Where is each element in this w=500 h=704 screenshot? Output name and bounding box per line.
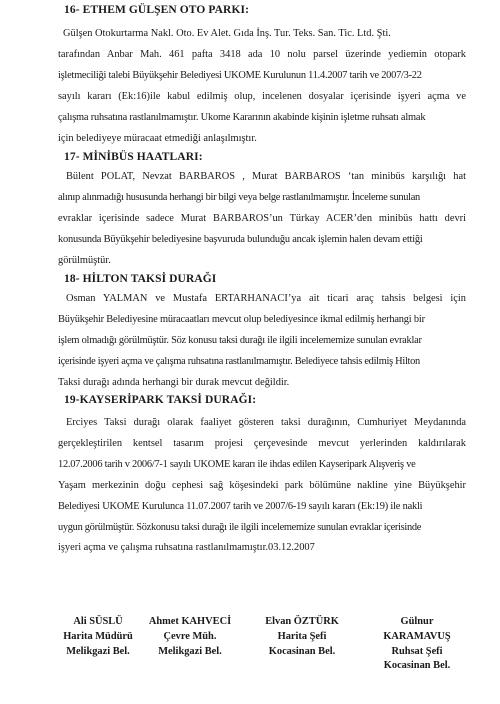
section-19-line: uygun görülmüştür. Sözkonusu taksi durağı ile ilgili incelememize sunulan evraklar içerisinde — [58, 521, 422, 533]
section-16-body — [58, 24, 466, 149]
section-17-line: alınıp alınmadığı hususunda herhangi bir bilgi veya belge rastlanılmamıştır. İnceleme sunulan — [58, 191, 420, 203]
section-19-line: Erciyes Taksi durağı olarak faaliyet gösteren taksi durağının, Cumhuriyet Meydanında — [66, 417, 466, 428]
section-19-line: gerçekleştirilen kentsel tasarım projesi çerçevesinde mevcut yerlerinden kaldırılarak — [58, 437, 466, 449]
signatory-title: Harita Şefi — [277, 630, 327, 642]
signatory-title: Ruhsat Şefi — [391, 645, 443, 657]
section-18-body — [58, 289, 466, 394]
signatory-org: Kocasinan Bel. — [383, 660, 451, 672]
section-18-line: içerisinde işyeri açma ve çalışma ruhsatına rastlanılmamıştır. Belediyece tahsis edilmiş Hilton — [58, 355, 420, 367]
section-16-title: 16- ETHEM GÜLŞEN OTO PARKI: — [64, 4, 250, 16]
signatory-name: KARAMAVUŞ — [383, 630, 451, 642]
section-16-line: Gülşen Otokurtarma Nakl. Oto. Ev Alet. Gıda İnş. Tur. Teks. San. Tic. Ltd. Şti. — [63, 28, 391, 39]
signatory-name: Ali SÜSLÜ — [73, 616, 123, 627]
section-16-line: sayılı kararı (Ek:16)ile kabul edilmiş olup, incelenen dosyalar içerisinde işyeri açma ve — [58, 90, 466, 102]
section-17-line: evraklar içerisinde sadece Murat BARBAROS’un Türkay ACER’den minibüs hattı devri — [58, 212, 466, 224]
section-19-line: Belediyesi UKOME Kurulunca 11.07.2007 tarih ve 2007/6-19 sayılı kararı (Ek:19) ile nakli — [58, 500, 423, 512]
signatory-title: Çevre Müh. — [163, 630, 217, 642]
section-17-title: 17- MİNİBÜS HAATLARI: — [64, 151, 203, 163]
section-19-line: 12.07.2006 tarih v 2006/7-1 sayılı UKOME kararı ile ihdas edilen Kayseripark Alışveriş ve — [58, 458, 416, 470]
section-18-line: işlem olmadığı görülmüştür. Söz konusu taksi durağı ile ilgili incelememize sunulan evraklar — [58, 334, 422, 346]
section-19-title: 19-KAYSERİPARK TAKSİ DURAĞI: — [64, 394, 257, 406]
signature-block — [140, 615, 240, 659]
section-19-line: işyeri açma ve çalışma ruhsatına rastlanılmamıştır.03.12.2007 — [58, 542, 315, 554]
section-18-line: Taksi durağı adında herhangi bir durak mevcut değildir. — [58, 376, 290, 388]
section-19-line: Yaşam merkezinin doğu cephesi sağ köşesindeki park bölümüne nakline yine Büyükşehir — [58, 479, 466, 491]
section-18-line: Osman YALMAN ve Mustafa ERTARHANACI’ya ait ticari araç tahsis belgesi için — [66, 293, 466, 304]
signatory-org: Melikgazi Bel. — [158, 645, 222, 657]
section-16-line: tarafından Anbar Mah. 461 pafta 3418 ada 10 nolu parsel üzerinde yediemin otopark — [58, 48, 466, 60]
section-16-line: için belediyeye müracaat etmediği anlaşılmıştır. — [58, 132, 257, 144]
signatory-name: Ahmet KAHVECİ — [148, 616, 232, 627]
signatory-title: Harita Müdürü — [63, 630, 133, 642]
signatory-org: Melikgazi Bel. — [66, 645, 130, 657]
section-16-line: çalışma ruhsatına rastlanılmamıştır. Ukome Kararının akabinde kişinin işletme ruhsatı almak — [58, 111, 426, 123]
section-17-body — [58, 167, 466, 272]
signature-block — [48, 615, 148, 659]
section-17-line: Bülent POLAT, Nevzat BARBAROS , Murat BARBAROS ‘tan minibüs karşılığı hat — [66, 171, 466, 182]
section-17-line: konusunda Büyükşehir belediyesine başvuruda bulunduğu ancak işlemin halen devam ettiği — [58, 233, 423, 245]
signature-block — [362, 615, 472, 674]
section-16-line: işletmeciliği talebi Büyükşehir Belediyesi UKOME Kurulunun 11.4.2007 tarih ve 2007/3-22 — [58, 69, 422, 81]
signatory-org: Kocasinan Bel. — [268, 645, 336, 657]
signature-block — [252, 615, 352, 659]
section-17-line: görülmüştür. — [58, 254, 111, 266]
signatory-name: Gülnur — [400, 616, 434, 627]
section-18-line: Büyükşehir Belediyesine müracaatları mevcut olup belediyesince ikmal edilmiş herhangi bir — [58, 313, 425, 325]
section-19-body — [58, 413, 466, 559]
section-18-title: 18- HİLTON TAKSİ DURAĞI — [64, 273, 217, 285]
signatory-name: Elvan ÖZTÜRK — [265, 616, 339, 627]
